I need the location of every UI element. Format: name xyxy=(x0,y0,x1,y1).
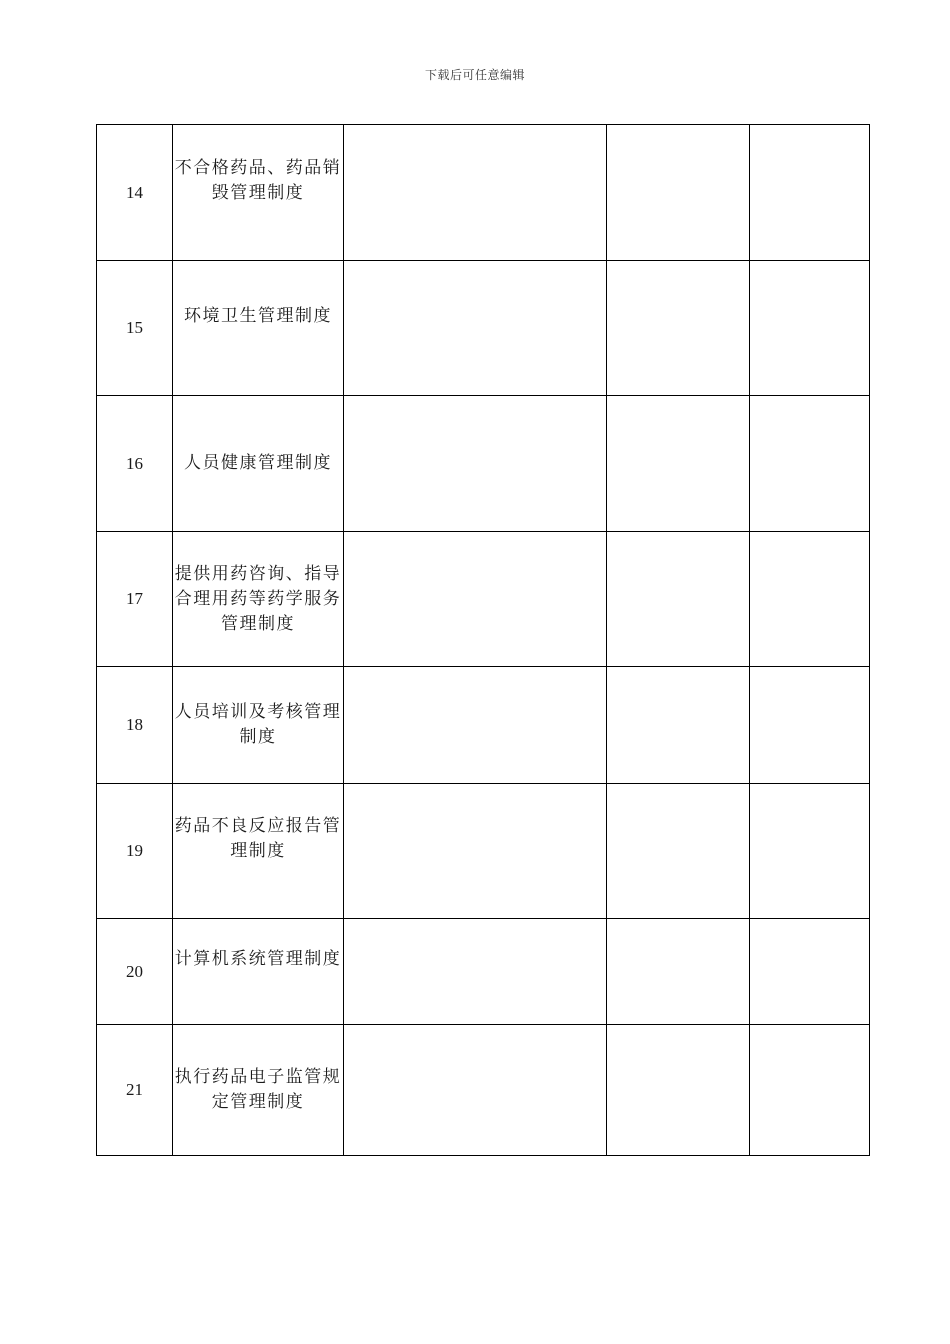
table-row xyxy=(97,1025,870,1156)
empty-cell xyxy=(750,1025,870,1156)
empty-cell xyxy=(750,919,870,1025)
empty-cell xyxy=(750,784,870,919)
regulation-name-cell xyxy=(173,1025,344,1156)
empty-cell xyxy=(344,396,607,532)
row-number-cell: 20 xyxy=(97,919,173,1025)
table-row xyxy=(97,532,870,667)
table-row xyxy=(97,667,870,784)
empty-cell xyxy=(750,667,870,784)
row-number-cell: 16 xyxy=(97,396,173,532)
regulation-name: 执行药品电子监管规定管理制度 xyxy=(174,1067,342,1112)
row-number-cell: 15 xyxy=(97,261,173,396)
empty-cell xyxy=(344,532,607,667)
empty-cell xyxy=(344,667,607,784)
regulation-name: 不合格药品、药品销毁管理制度 xyxy=(174,157,342,203)
empty-cell xyxy=(607,919,750,1025)
row-number-cell: 19 xyxy=(97,784,173,919)
table-row xyxy=(97,125,870,261)
regulation-name: 药品不良反应报告管理制度 xyxy=(174,816,342,861)
empty-cell xyxy=(607,396,750,532)
regulation-name-cell xyxy=(173,125,344,261)
empty-cell xyxy=(607,532,750,667)
empty-cell xyxy=(750,125,870,261)
page-header-note: 下载后可任意编辑 xyxy=(424,68,525,82)
table-row xyxy=(97,261,870,396)
empty-cell xyxy=(750,261,870,396)
regulation-name-cell xyxy=(173,396,344,532)
empty-cell xyxy=(344,1025,607,1156)
empty-cell xyxy=(344,261,607,396)
regulation-name: 人员健康管理制度 xyxy=(184,453,332,473)
empty-cell xyxy=(344,919,607,1025)
empty-cell xyxy=(344,125,607,261)
regulation-name: 环境卫生管理制度 xyxy=(184,305,332,326)
regulation-name-cell xyxy=(173,784,344,919)
row-number-cell: 17 xyxy=(97,532,173,667)
regulation-name: 计算机系统管理制度 xyxy=(174,949,342,969)
empty-cell xyxy=(750,532,870,667)
empty-cell xyxy=(607,261,750,396)
regulation-name-cell xyxy=(173,667,344,784)
empty-cell xyxy=(607,1025,750,1156)
row-number-cell: 18 xyxy=(97,667,173,784)
empty-cell xyxy=(607,784,750,919)
regulation-name-cell xyxy=(173,532,344,667)
empty-cell xyxy=(607,667,750,784)
regulation-name: 提供用药咨询、指导合理用药等药学服务管理制度 xyxy=(174,563,342,634)
table-row xyxy=(97,784,870,919)
row-number-cell: 21 xyxy=(97,1025,173,1156)
empty-cell xyxy=(750,396,870,532)
row-number-cell: 14 xyxy=(97,125,173,261)
empty-cell xyxy=(344,784,607,919)
regulation-name: 人员培训及考核管理制度 xyxy=(174,702,342,747)
table-row xyxy=(97,396,870,532)
table-row xyxy=(97,919,870,1025)
regulation-table xyxy=(96,124,870,1156)
regulation-name-cell xyxy=(173,261,344,396)
empty-cell xyxy=(607,125,750,261)
regulation-name-cell xyxy=(173,919,344,1025)
